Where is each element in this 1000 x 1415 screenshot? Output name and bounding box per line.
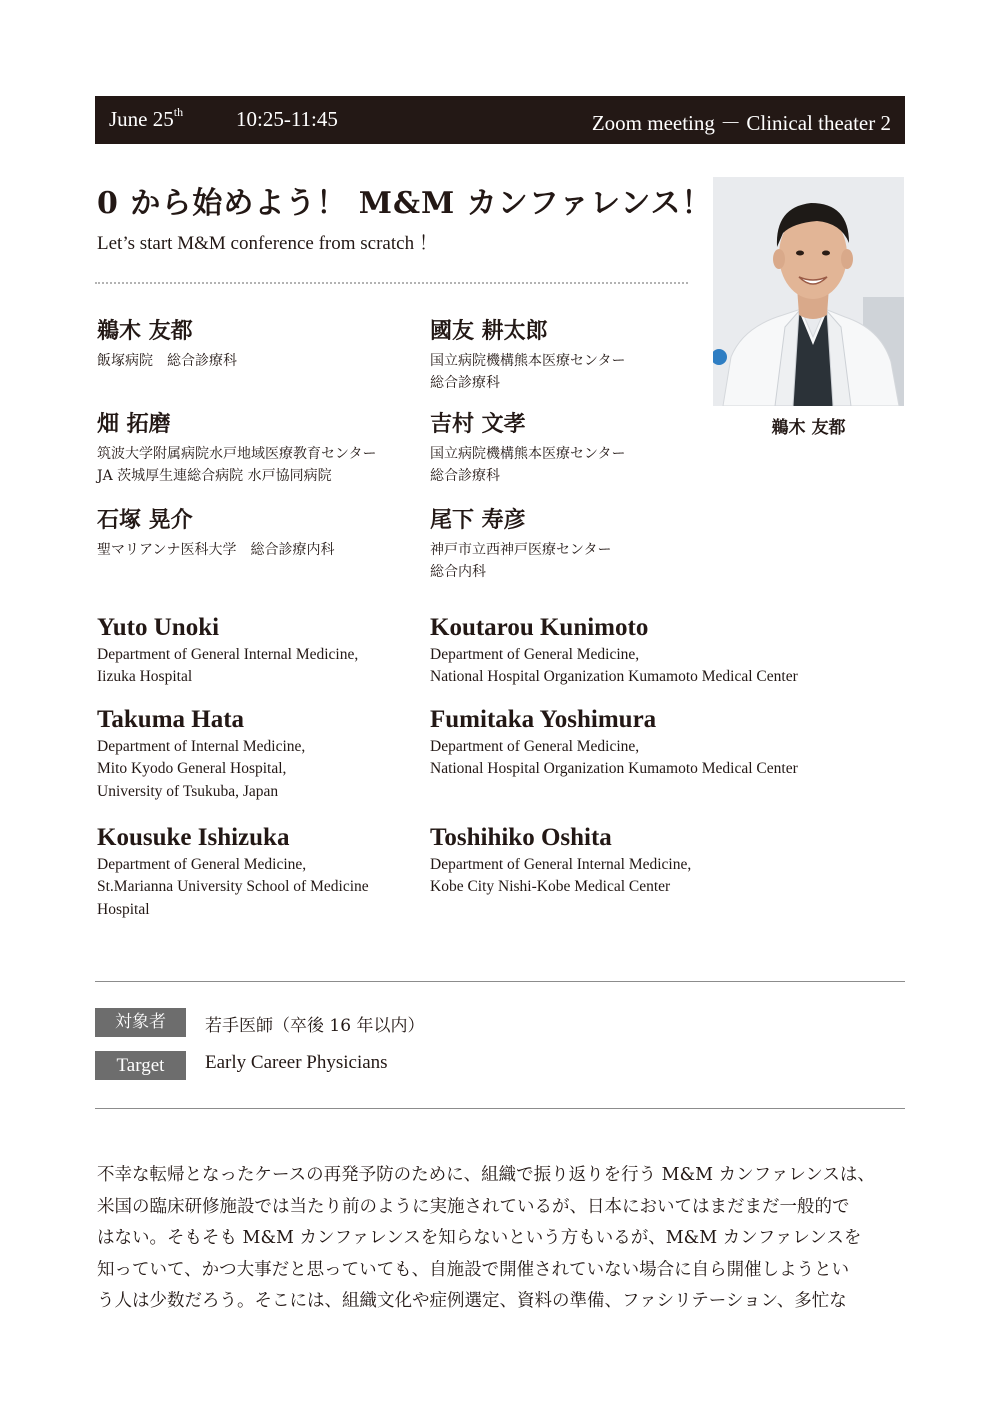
- speaker-ja-hata: [97, 409, 376, 487]
- affiliation-line: 飯塚病院 総合診療科: [97, 353, 237, 369]
- affiliation-line: Department of General Internal Medicine,: [97, 646, 359, 663]
- speaker-name: 吉村 文孝: [430, 411, 526, 437]
- speaker-name: Yuto Unoki: [97, 614, 220, 641]
- speaker-portrait-illustration: [713, 177, 904, 406]
- speaker-name: Toshihiko Oshita: [430, 824, 612, 851]
- abstract-line: 米国の臨床研修施設では当たり前のように実施されているが、日本においてはまだまだ一般的で: [97, 1196, 850, 1217]
- speaker-en-yoshimura: [430, 705, 798, 781]
- affiliation-line: Hospital: [97, 900, 150, 918]
- speaker-ja-kunitomo: [430, 316, 625, 394]
- affiliation-line: National Hospital Organization Kumamoto Medical Center: [430, 760, 798, 778]
- speaker-affiliation: [430, 539, 611, 583]
- affiliation-line: JA 茨城厚生連総合病院 水戸協同病院: [97, 468, 332, 484]
- abstract-line: 知っていて、かつ大事だと思っていても、自施設で開催されていない場合に自ら開催しようとい: [97, 1259, 850, 1280]
- affiliation-line: Department of General Internal Medicine,: [430, 856, 692, 873]
- affiliation-line: Kobe City Nishi-Kobe Medical Center: [430, 878, 671, 896]
- session-date-text: June 25: [109, 107, 174, 131]
- affiliation-line: Department of General Medicine,: [430, 646, 640, 663]
- section-divider-bottom: [95, 1108, 905, 1109]
- affiliation-line: 総合診療科: [430, 468, 500, 484]
- affiliation-line: 神戸市立西神戸医療センター: [430, 542, 612, 558]
- speaker-affiliation: [430, 644, 798, 689]
- session-title-ja: 0 から始めよう！ M&M カンファレンス！: [97, 186, 713, 221]
- session-header-bar: [95, 96, 905, 144]
- speaker-name: 鵜木 友都: [97, 318, 193, 344]
- speaker-affiliation: [97, 539, 334, 561]
- section-divider-top: [95, 981, 905, 982]
- speaker-affiliation: [430, 854, 691, 899]
- affiliation-line: Mito Kyodo General Hospital,: [97, 760, 287, 778]
- target-value-ja: 若手医師（卒後 16 年以内）: [205, 1016, 425, 1036]
- speaker-en-kunimoto: [430, 613, 798, 689]
- affiliation-line: 総合診療科: [430, 375, 500, 391]
- session-time: 10:25-11:45: [236, 107, 338, 131]
- abstract-line: 不幸な転帰となったケースの再発予防のために、組織で振り返りを行う M&M カンファレンスは、: [97, 1165, 875, 1185]
- affiliation-line: National Hospital Organization Kumamoto Medical Center: [430, 668, 798, 686]
- speaker-en-hata: [97, 705, 305, 803]
- speaker-affiliation: [97, 736, 305, 803]
- target-value-en: Early Career Physicians: [205, 1052, 388, 1073]
- speaker-ja-unoki: [97, 316, 237, 372]
- affiliation-line: Iizuka Hospital: [97, 668, 193, 686]
- speaker-affiliation: [97, 443, 376, 487]
- affiliation-line: 総合内科: [430, 564, 486, 580]
- speaker-name: Takuma Hata: [97, 706, 245, 733]
- speaker-affiliation: [97, 350, 237, 372]
- affiliation-line: St.Marianna University School of Medicine: [97, 878, 369, 896]
- speaker-affiliation: [430, 443, 625, 487]
- abstract-line: う人は少数だろう。そこには、組織文化や症例選定、資料の準備、ファシリテーション、多忙な: [97, 1291, 847, 1311]
- speaker-photo: [713, 177, 904, 406]
- title-divider: [95, 282, 688, 284]
- speaker-name: 畑 拓磨: [97, 411, 171, 437]
- target-label-ja: 対象者: [95, 1008, 186, 1037]
- session-venue: Zoom meeting － Clinical theater 2: [591, 111, 891, 135]
- speaker-name: Kousuke Ishizuka: [97, 824, 290, 851]
- session-title-en: Let’s start M&M conference from scratch ！: [97, 233, 438, 254]
- speaker-affiliation: [97, 644, 358, 689]
- speaker-name: 石塚 晃介: [97, 507, 193, 533]
- session-date: [109, 107, 183, 132]
- speaker-ja-ishizuka: [97, 505, 334, 561]
- speaker-affiliation: [97, 854, 369, 921]
- affiliation-line: 国立病院機構熊本医療センター: [430, 353, 626, 369]
- speaker-affiliation: [430, 350, 625, 394]
- speaker-name: Koutarou Kunimoto: [430, 614, 649, 641]
- speaker-name: 尾下 寿彦: [430, 507, 526, 533]
- affiliation-line: University of Tsukuba, Japan: [97, 782, 279, 800]
- affiliation-line: Department of General Medicine,: [430, 738, 640, 755]
- speaker-en-ishizuka: [97, 823, 369, 921]
- abstract-line: はない。そもそも M&M カンファレンスを知らないという方もいるが、M&M カンファレンスを: [97, 1228, 862, 1248]
- affiliation-line: Department of Internal Medicine,: [97, 738, 306, 755]
- speaker-ja-oshita: [430, 505, 611, 583]
- session-date-suffix: th: [173, 105, 184, 119]
- speaker-name: 國友 耕太郎: [430, 318, 548, 344]
- speaker-affiliation: [430, 736, 798, 781]
- affiliation-line: 聖マリアンナ医科大学 総合診療内科: [97, 542, 335, 558]
- speaker-ja-yoshimura: [430, 409, 625, 487]
- affiliation-line: 国立病院機構熊本医療センター: [430, 446, 626, 462]
- affiliation-line: Department of General Medicine,: [97, 856, 307, 873]
- target-label-en: Target: [95, 1051, 186, 1080]
- speaker-en-oshita: [430, 823, 691, 899]
- photo-caption: 鵜木 友都: [771, 418, 846, 438]
- abstract-text: [97, 1160, 912, 1318]
- affiliation-line: 筑波大学附属病院水戸地域医療教育センター: [97, 446, 377, 462]
- speaker-en-unoki: [97, 613, 358, 689]
- speaker-name: Fumitaka Yoshimura: [430, 706, 657, 733]
